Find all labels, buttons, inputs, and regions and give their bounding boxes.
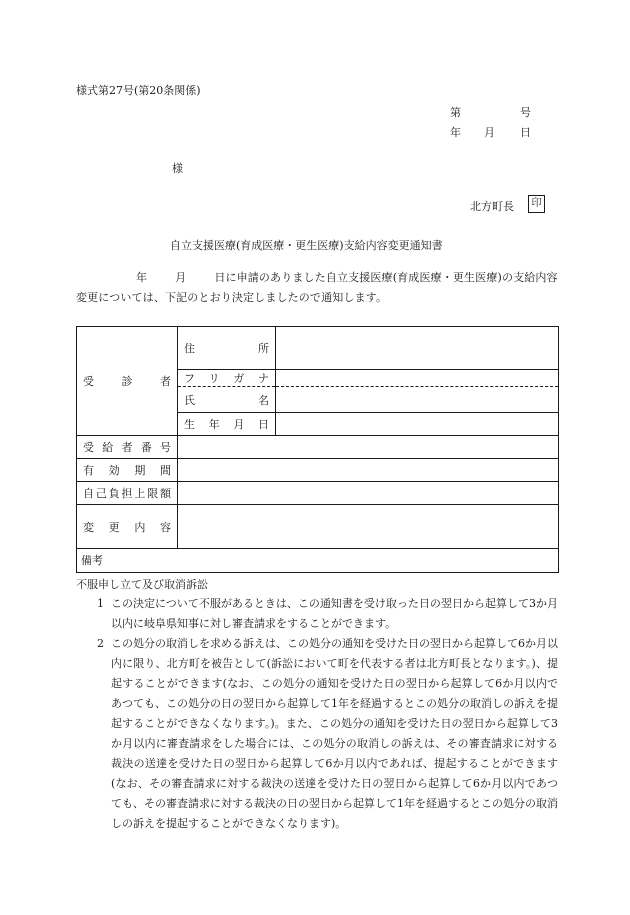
objection-item-number: 2 [97,637,104,650]
intro-text: 日に申請のありました自立支援医療(育成医療・更生医療)の支給内容変更については、下記のとおり決定しましたので通知します。 [76,271,558,304]
intro-year: 年 [136,271,148,284]
objection-heading: 不服申し立て及び取消訴訟 [76,578,208,591]
label-char: 者 [121,441,133,454]
address-value-cell [276,327,559,370]
label-char: 限 [147,487,159,500]
label-char: 上 [134,487,146,500]
objection-list [76,594,558,834]
copay-limit-label [81,485,173,501]
document-title: 自立支援医療(育成医療・更生医療)支給内容変更通知書 [170,239,443,252]
label-char: 番 [140,441,152,454]
validity-period-label-cell [77,459,178,482]
furigana-value-cell [276,370,559,387]
label-char: 年 [208,418,220,431]
issuer-name: 北方町長 [470,200,514,213]
label-char: フ [184,372,195,385]
furigana-label [182,370,271,386]
document-number-suffix: 号 [520,106,531,119]
label-char: 担 [121,487,133,500]
change-details-value-cell [178,505,559,549]
name-value-cell [276,387,559,413]
change-details-label-cell [77,505,178,549]
beneficiary-number-label [81,439,173,455]
label-char: 変 [83,520,94,534]
date-day-label: 日 [520,126,531,139]
objection-item-number: 1 [97,597,104,610]
label-char: ガ [233,372,245,385]
label-char: 期 [134,464,146,477]
copay-limit-value-cell [178,482,559,505]
label-char: ナ [257,372,269,385]
label-char: 容 [159,520,171,534]
details-table [76,326,559,573]
date-month-label: 月 [484,126,495,139]
remarks-label: 備考 [81,554,103,567]
validity-period-label [81,462,173,478]
objection-item [76,594,558,634]
objection-item-text: この決定について不服があるときは、この通知書を受け取った日の翌日から起算して3か月以内に岐阜県知事に対し審査請求をすることができます。 [111,597,558,630]
label-char: 間 [159,464,171,477]
furigana-label-cell [178,370,276,387]
change-details-label [81,519,173,535]
label-char: 日 [257,418,269,431]
label-char: 己 [95,487,107,500]
label-char: 自 [83,487,94,500]
birthdate-label [182,416,271,432]
address-label-cell [178,327,276,370]
label-char: 更 [108,520,120,534]
label-char: 生 [184,418,195,431]
remarks-cell [77,549,559,573]
beneficiary-number-value-cell [178,436,559,459]
label-char: リ [208,372,220,385]
label-char: 号 [160,441,171,454]
recipient-label [81,373,173,389]
label-char: 者 [160,375,171,388]
copay-limit-label-cell [77,482,178,505]
label-char: 有 [83,464,94,477]
objection-item [76,634,558,834]
intro-month: 月 [175,271,187,284]
birthdate-value-cell [276,413,559,436]
addressee-suffix: 様 [172,162,183,175]
intro-paragraph [76,268,558,308]
label-char: 住 [184,342,195,355]
address-label [182,340,271,356]
objection-item-text: この処分の取消しを求める訴えは、この処分の通知を受けた日の翌日から起算して6か月以内に限り、北方町を被告として(訴訟において町を代表する者は北方町長となります。)、提起することができます(なお、この処分の通知を受けた日の翌日から起算して6か月以内であつても、この処分の日の翌日から起算して1年を経過するとこの処分の取消しの訴えを提起することができなくなります。)。また、この処分の通知を受けた日の翌日から起算して3か月以内に審査請求をした場合には、この処分の取消しの訴えは、その審査請求に対する裁決の送達を受けた日の翌日から起算して6か月以内であれば、提起することができます(なお、その審査請求に対する裁決の送達を受けた日の翌日から起算して6か月以内であつても、その審査請求に対する裁決の日の翌日から起算して1年を経過するとこの処分の取消しの訴えを提起することができなくなります)。 [111,637,558,830]
label-char: 給 [102,441,114,454]
beneficiary-number-label-cell [77,436,178,459]
recipient-label-cell [77,327,178,436]
label-char: 受 [83,375,94,388]
seal-mark: 印 [528,195,545,213]
label-char: 効 [108,464,120,477]
birthdate-label-cell [178,413,276,436]
label-char: 診 [121,375,133,388]
label-char: 額 [159,487,171,500]
name-label [182,392,271,408]
label-char: 内 [134,520,146,534]
label-char: 月 [233,418,245,431]
validity-period-value-cell [178,459,559,482]
name-label-cell [178,387,276,413]
document-number-prefix: 第 [450,106,461,119]
label-char: 所 [258,342,269,355]
label-char: 名 [258,393,269,407]
date-year-label: 年 [450,126,461,139]
label-char: 負 [108,487,120,500]
label-char: 受 [83,441,94,454]
label-char: 氏 [184,393,195,407]
form-number: 様式第27号(第20条関係) [76,84,201,97]
